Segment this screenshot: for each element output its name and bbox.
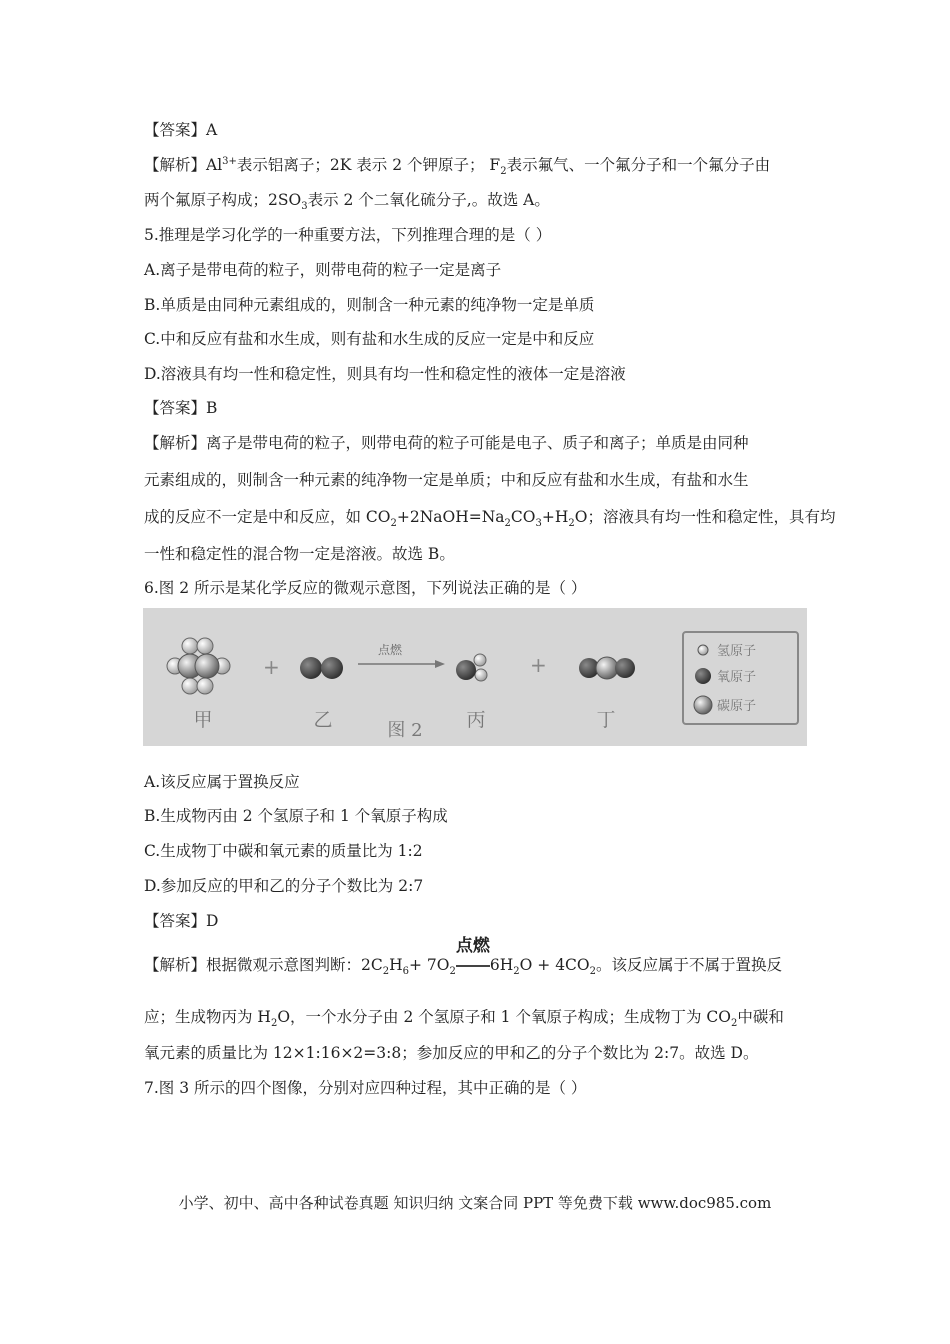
legend-hydrogen: 氢原子 — [717, 644, 757, 659]
q5-option-b: B.单质是由同种元素组成的，则制含一种元素的纯净物一定是单质 — [144, 296, 595, 314]
figure-legend — [683, 632, 798, 724]
q6-option-b: B.生成物丙由 2 个氢原子和 1 个氧原子构成 — [144, 807, 448, 825]
q5-analysis-line-3: 成的反应不一定是中和反应，如 $CO_2+2NaOH=Na_2CO_3+H_2O$；溶液具有均一性和稳定性，具有均 — [144, 508, 836, 530]
q5-analysis-line-4: 一性和稳定性的混合物一定是溶液。故选 B。 — [144, 545, 455, 563]
molecule-ding — [579, 657, 635, 679]
svg-text:+: + — [263, 655, 280, 679]
q6-answer: 【答案】D — [144, 912, 219, 930]
label-ding: 丁 — [596, 709, 616, 731]
molecule-bing — [456, 654, 487, 681]
q4-analysis-line-1: 【解析】$Al^{3+}$表示铝离子；2K 表示 2 个钾原子； $F_2$表示氟气、一个氟分子和一个氟分子由 — [144, 155, 771, 178]
svg-text:+: + — [530, 653, 547, 677]
q6-option-a: A.该反应属于置换反应 — [144, 773, 300, 791]
arrow-condition: 点燃 — [377, 643, 403, 657]
reaction-diagram — [143, 608, 807, 746]
q7-stem: 7.图 3 所示的四个图像，分别对应四种过程，其中正确的是（ ） — [144, 1079, 587, 1097]
q6-option-d: D.参加反应的甲和乙的分子个数比为 2:7 — [144, 877, 424, 895]
q5-analysis-line-2: 元素组成的，则制含一种元素的纯净物一定是单质；中和反应有盐和水生成，有盐和水生 — [144, 471, 749, 489]
label-jia: 甲 — [193, 709, 213, 731]
q5-option-d: D.溶液具有均一性和稳定性，则具有均一性和稳定性的液体一定是溶液 — [144, 365, 626, 383]
reaction-condition: 点燃 — [456, 955, 490, 975]
molecule-jia — [167, 638, 230, 694]
q6-analysis-line-2: 应；生成物丙为 $H_2O$，一个水分子由 2 个氢原子和 1 个氧原子构成；生成物丁为 $CO_2$中碳和 — [144, 1008, 784, 1030]
molecule-yi — [300, 657, 343, 679]
legend-carbon: 碳原子 — [717, 699, 757, 714]
q5-option-a: A.离子是带电荷的粒子，则带电荷的粒子一定是离子 — [144, 261, 502, 279]
q6-option-c: C.生成物丁中碳和氧元素的质量比为 1:2 — [144, 842, 423, 860]
figure-caption: 图 2 — [387, 720, 423, 741]
label-yi: 乙 — [313, 709, 333, 731]
q5-option-c: C.中和反应有盐和水生成，则有盐和水生成的反应一定是中和反应 — [144, 330, 595, 348]
q5-answer: 【答案】B — [144, 399, 218, 417]
q6-analysis-line-3: 氧元素的质量比为 12×1:16×2=3:8；参加反应的甲和乙的分子个数比为 2:7。故选 D。 — [144, 1044, 759, 1062]
q4-analysis-line-2: 两个氟原子构成；$2SO_3$表示 2 个二氧化硫分子,。故选 A。 — [144, 191, 550, 213]
reaction-arrow — [358, 642, 445, 668]
q4-answer: 【答案】A — [144, 121, 218, 139]
q6-analysis-line-1: 【解析】根据微观示意图判断：$2C_2H_6+ 7O_2$ 点燃 $6H_2O + 4CO_2$。该反应属于不属于置换反 — [144, 936, 783, 978]
label-bing: 丙 — [466, 709, 486, 731]
page-footer: 小学、初中、高中各种试卷真题 知识归纳 文案合同 PPT 等免费下载 www.doc985.com — [178, 1194, 772, 1212]
q5-analysis-line-1: 【解析】离子是带电荷的粒子，则带电荷的粒子可能是电子、质子和离子；单质是由同种 — [144, 434, 749, 452]
reaction-figure — [143, 608, 807, 746]
q6-stem: 6.图 2 所示是某化学反应的微观示意图，下列说法正确的是（ ） — [144, 579, 587, 597]
legend-oxygen: 氧原子 — [717, 670, 757, 685]
q5-stem: 5.推理是学习化学的一种重要方法，下列推理合理的是（ ） — [144, 226, 552, 244]
